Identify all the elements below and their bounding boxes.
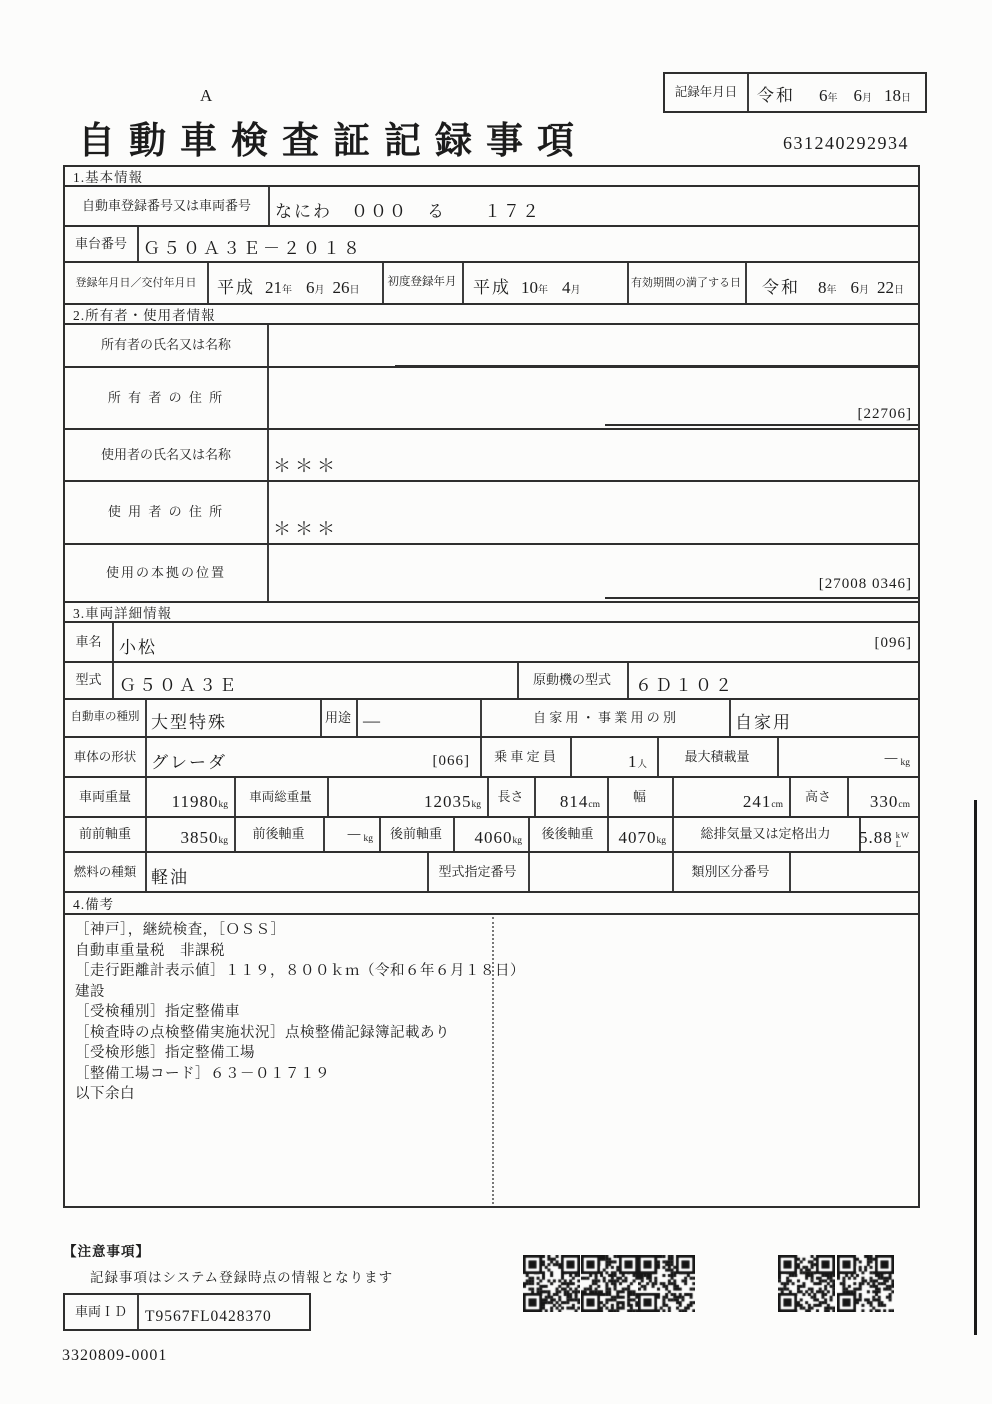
- vehicle-weight-value: 11980kg: [171, 792, 228, 811]
- axle-front-front-value: 3850kg: [180, 828, 228, 847]
- base-location-code: [27008 0346]: [818, 576, 912, 592]
- registration-number-value: なにわ ０００ る １７２: [275, 202, 541, 221]
- row-axle-weights: [63, 816, 920, 853]
- base-location-label: 使用の本拠の位置: [105, 564, 226, 580]
- remark-line: 以下余白: [75, 1086, 135, 1102]
- type-designation-label: 型式指定番号: [438, 863, 517, 879]
- chassis-number-label: 車台番号: [74, 235, 127, 251]
- capacity-value: 1人: [627, 752, 647, 771]
- corner-label: A: [200, 86, 213, 105]
- body-shape-label: 車体の形状: [73, 749, 137, 764]
- gross-weight-value: 12035kg: [424, 792, 481, 811]
- section-owner-header: 2.所有者・使用者情報: [63, 303, 920, 325]
- registration-date-label: 登録年月日／交付年月日: [75, 276, 197, 289]
- redaction-line: [605, 597, 920, 599]
- row-model: [63, 661, 920, 700]
- notice-text: 記録事項はシステム登録時点の情報となります: [90, 1270, 394, 1285]
- qr-code: [638, 1255, 695, 1312]
- chassis-number-value: Ｇ５０Ａ３Ｅ－２０１８: [143, 239, 363, 258]
- row-vehicle-name: [63, 621, 920, 663]
- width-label: 幅: [632, 788, 646, 804]
- row-dates: [63, 261, 920, 305]
- record-date-label: 記録年月日: [674, 85, 738, 100]
- category-label: 自動車の種別: [70, 711, 140, 724]
- remark-line: ［検査時の点検整備実施状況］点検整備記録簿記載あり: [75, 1024, 450, 1041]
- engine-model-label: 原動機の型式: [532, 672, 611, 688]
- vehicle-name-label: 車名: [75, 633, 102, 649]
- vehicle-id-value: T9567FL0428370: [145, 1308, 272, 1325]
- width-value: 241cm: [742, 792, 783, 811]
- expiry-date-label: 有効期間の満了する日: [631, 276, 741, 289]
- remark-line: ［受検形態］指定整備工場: [75, 1045, 255, 1061]
- section-remarks-header: 4.備考: [63, 891, 920, 915]
- private-business-value: 自家用: [735, 713, 792, 732]
- user-name-label: 使用者の氏名又は名称: [100, 446, 231, 462]
- registration-number-label: 自動車登録番号又は車両番号: [81, 197, 251, 213]
- row-user-address: [63, 480, 920, 545]
- private-business-label: 自 家 用 ・ 事 業 用 の 別: [532, 709, 676, 725]
- axle-front-rear-label: 前後軸重: [252, 826, 305, 842]
- row-fuel: [63, 851, 920, 893]
- record-date-box: [663, 72, 927, 113]
- expiry-date-value: 令和 8 年 6 月 22 日: [762, 278, 904, 297]
- user-name-value: ＊＊＊: [273, 456, 339, 476]
- capacity-label: 乗 車 定 員: [494, 748, 556, 764]
- axle-rear-front-label: 後前軸重: [389, 826, 442, 842]
- section-basic-header: 1.基本情報: [63, 165, 920, 187]
- axle-front-front-label: 前前軸重: [78, 826, 131, 842]
- fuel-type-label: 燃料の種類: [73, 864, 137, 879]
- row-owner-address: [63, 366, 920, 430]
- max-load-value: －kg: [882, 750, 910, 769]
- remark-line: ［神戸］，継続検査，［ＯＳＳ］: [75, 922, 286, 938]
- axle-rear-rear-value: 4070kg: [618, 828, 666, 847]
- use-value: ―: [363, 711, 382, 730]
- remarks-text: [75, 920, 525, 1105]
- first-registration-label: 初度登録年月: [387, 276, 457, 289]
- owner-address-label: 所 有 者 の 住 所: [107, 389, 225, 405]
- section-vehicle-header: 3.車両詳細情報: [63, 601, 920, 623]
- category-value: 大型特殊: [151, 713, 227, 732]
- row-base-location: [63, 543, 920, 603]
- notice-title: 【注意事項】: [63, 1244, 150, 1259]
- remark-line: 自動車重量税 非課税: [75, 942, 225, 959]
- row-owner-name: [63, 323, 920, 368]
- vehicle-id-box: [63, 1293, 311, 1331]
- owner-name-label: 所有者の氏名又は名称: [100, 337, 231, 353]
- remark-line: ［走行距離計表示値］１１９，８００ｋｍ（令和６年６月１８日）: [75, 963, 525, 979]
- user-address-value: ＊＊＊: [273, 519, 339, 539]
- vehicle-weight-label: 車両重量: [78, 788, 131, 804]
- model-label: 型式: [75, 672, 102, 688]
- body-shape-code: [066]: [432, 753, 470, 769]
- qr-code: [778, 1255, 835, 1312]
- height-label: 高さ: [804, 788, 831, 804]
- engine-model-value: ６Ｄ１０２: [635, 676, 735, 695]
- record-date-value: 令和 6 年 6 月 18 日: [757, 86, 911, 105]
- qr-code: [837, 1255, 894, 1312]
- use-label: 用途: [324, 709, 351, 725]
- remark-line: ［整備工場コード］６３－０１７１９: [75, 1065, 330, 1082]
- qr-code: [523, 1255, 580, 1312]
- row-chassis-number: [63, 225, 920, 263]
- max-load-label: 最大積載量: [684, 748, 750, 764]
- remark-line: ［受検種別］指定整備車: [75, 1004, 240, 1020]
- form-number: 3320809-0001: [62, 1347, 168, 1364]
- remark-line: 建設: [75, 983, 105, 1000]
- scan-artifact-line: [974, 800, 977, 1335]
- class-number-label: 類別区分番号: [691, 863, 770, 879]
- owner-address-code: [22706]: [857, 406, 912, 422]
- redaction-line: [605, 424, 920, 426]
- row-registration-number: [63, 185, 920, 227]
- remarks-box: [63, 913, 920, 1208]
- model-value: Ｇ５０Ａ３Ｅ: [119, 676, 239, 695]
- row-weights: [63, 776, 920, 818]
- height-value: 330cm: [869, 792, 910, 811]
- vehicle-name-value: 小松: [119, 638, 157, 657]
- registration-date-value: 平成 21 年 6 月 26 日: [217, 278, 360, 297]
- axle-front-rear-value: －kg: [345, 826, 373, 845]
- row-body-shape: [63, 736, 920, 778]
- axle-rear-rear-label: 後後軸重: [541, 826, 594, 842]
- displacement-power-value: 5.88 kW L: [858, 828, 910, 849]
- first-registration-value: 平成 10 年 4 月: [473, 278, 581, 297]
- vehicle-name-code: [096]: [874, 635, 912, 651]
- displacement-power-label: 総排気量又は定格出力: [700, 826, 831, 842]
- row-category: [63, 698, 920, 738]
- vehicle-id-label: 車両ＩＤ: [74, 1303, 127, 1319]
- fuel-type-value: 軽油: [151, 868, 189, 887]
- length-value: 814cm: [559, 792, 600, 811]
- gross-weight-label: 車両総重量: [249, 789, 312, 804]
- document-number: 631240292934: [783, 133, 909, 153]
- redaction-line: [395, 365, 920, 368]
- axle-rear-front-value: 4060kg: [474, 828, 522, 847]
- body-shape-value: グレーダ: [151, 753, 227, 772]
- page-title: 自動車検査証記録事項: [78, 121, 588, 162]
- length-label: 長さ: [497, 788, 524, 804]
- user-address-label: 使 用 者 の 住 所: [107, 504, 225, 520]
- qr-code: [581, 1255, 638, 1312]
- row-user-name: [63, 428, 920, 482]
